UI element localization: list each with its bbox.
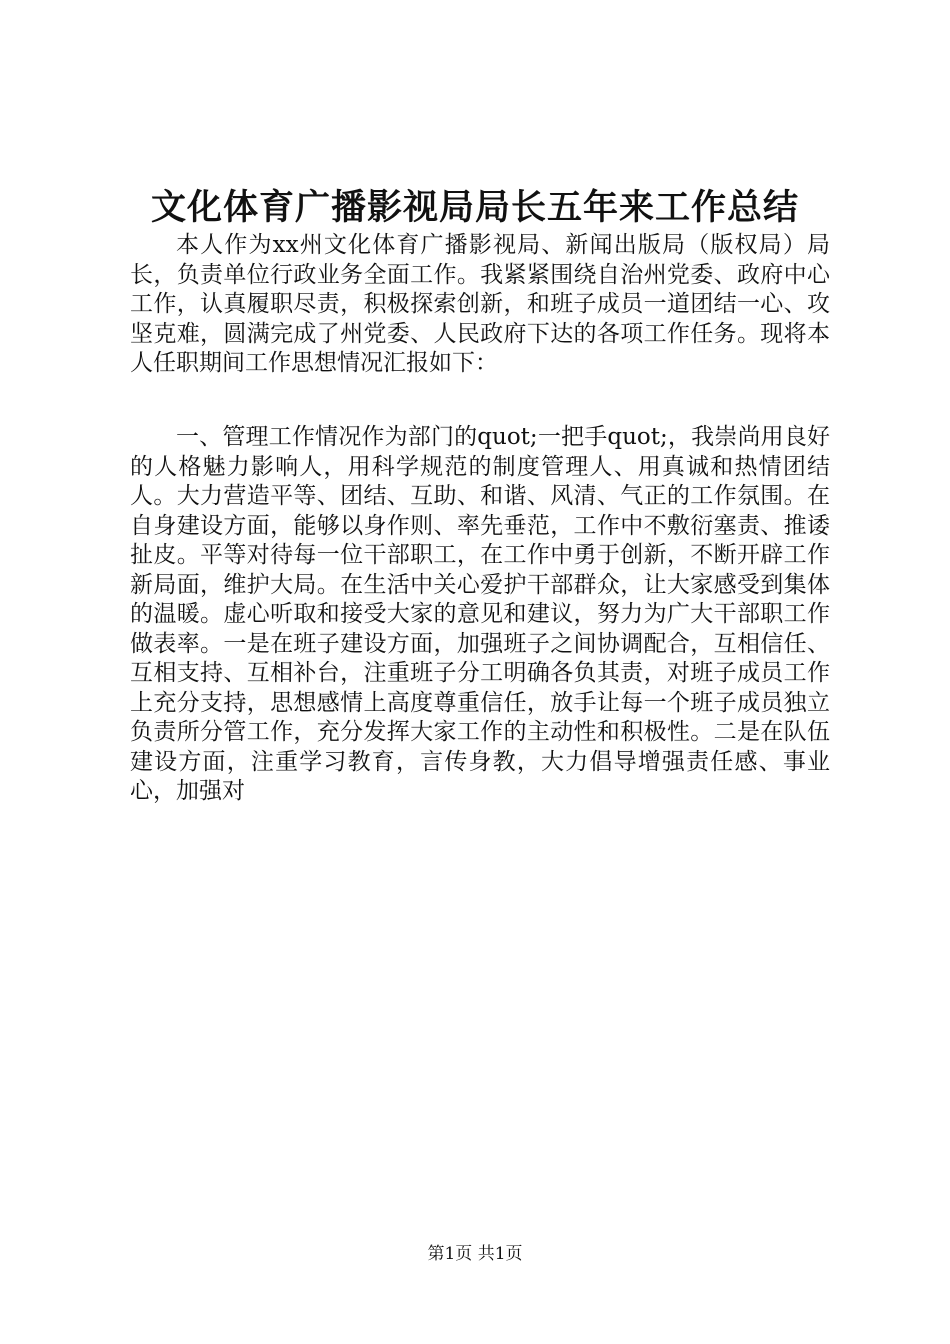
page-footer: 第1页 共1页 — [427, 1244, 523, 1264]
paragraph-management: 一、管理工作情况作为部门的quot;一把手quot;，我崇尚用良好的人格魅力影响人，用科学规范的制度管理人、用真诚和热情团结人。大力营造平等、团结、互助、和谐、风清、气正的工作氛围。在自身建设方面，能够以身作则、率先垂范，工作中不敷衍塞责、推诿扯皮。平等对待每一位干部职工，在工作中勇于创新，不断开辟工作新局面，维护大局。在生活中关心爱护干部群众，让大家感受到集体的温暖。虚心听取和接受大家的意见和建议，努力为广大干部职工作做表率。一是在班子建设方面，加强班子之间协调配合，互相信任、互相支持、互相补台，注重班子分工明确各负其责，对班子成员工作上充分支持，思想感情上高度尊重信任，放手让每一个班子成员独立负责所分管工作，充分发挥大家工作的主动性和积极性。二是在队伍建设方面，注重学习教育，言传身教，大力倡导增强责任感、事业心，加强对 — [130, 424, 830, 804]
document-title: 文化体育广播影视局局长五年来工作总结 — [150, 188, 799, 228]
paragraph-intro: 本人作为xx州文化体育广播影视局、新闻出版局（版权局）局长，负责单位行政业务全面工作。我紧紧围绕自治州党委、政府中心工作，认真履职尽责，积极探索创新，和班子成员一道团结一心、攻坚克难，圆满完成了州党委、人民政府下达的各项工作任务。现将本人任职期间工作思想情况汇报如下： — [130, 232, 830, 376]
